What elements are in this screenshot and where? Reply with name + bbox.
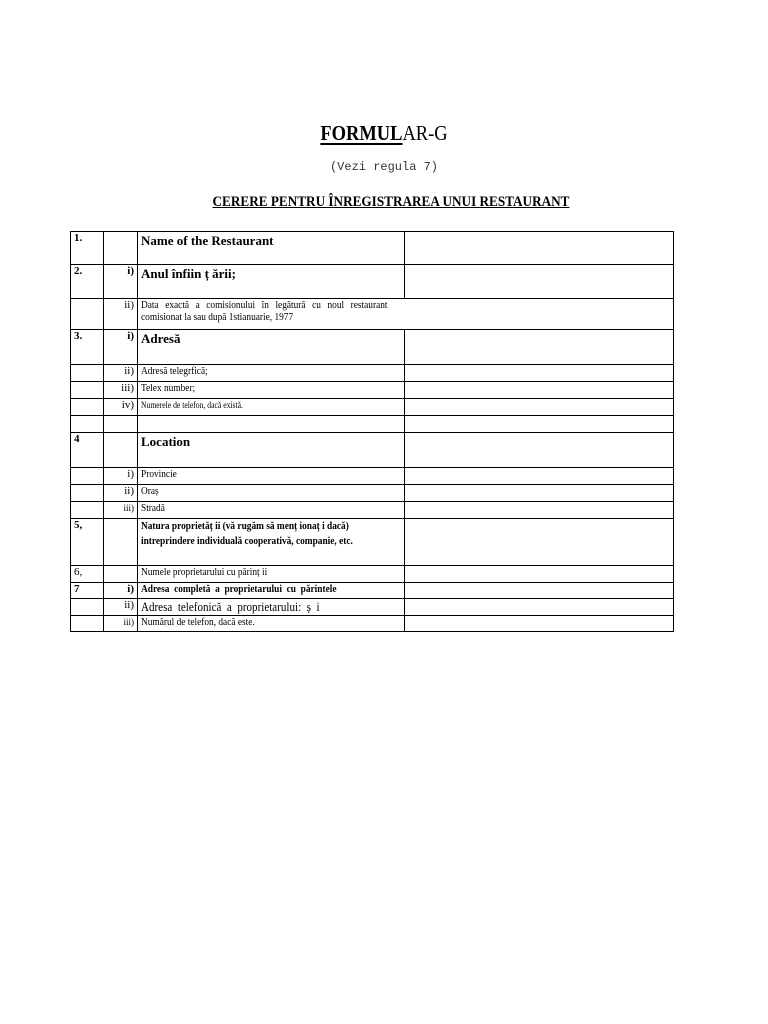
row-label: Numerele de telefon, dacă există. (138, 399, 405, 416)
label-line-2: intreprindere individuală cooperativă, companie, etc. (141, 535, 353, 547)
row-label: Anul înfiin ț ării; (138, 265, 405, 299)
sub-cell (104, 519, 138, 566)
row-label: Numărul de telefon, dacă este. (138, 616, 405, 632)
row-1 (71, 232, 674, 265)
label-cell (138, 416, 405, 433)
row-label: Adresă (138, 330, 405, 365)
row-number: 1. (71, 232, 104, 265)
answer-field[interactable] (405, 566, 674, 583)
form-heading: CERERE PENTRU ÎNREGISTRAREA UNUI RESTAURANT (212, 194, 570, 210)
row-number: 3. (71, 330, 104, 365)
row-3-iv (71, 399, 674, 416)
row-4-iii (71, 502, 674, 519)
row-label: Telex number; (138, 382, 405, 399)
row-7-ii (71, 599, 674, 616)
row-label: Numele proprietarului cu părinț ii (138, 566, 405, 583)
form-title-rest: AR-G (402, 121, 448, 145)
row-3-ii (71, 365, 674, 382)
label-line-1: Data exactă a comisionului în legătură cu noul restaurant (141, 299, 388, 311)
row-label: Stradă (138, 502, 405, 519)
num-cell (71, 299, 104, 330)
row-spacer (71, 416, 674, 433)
row-4-ii (71, 485, 674, 502)
sub-number: iii) (104, 502, 138, 519)
row-4 (71, 433, 674, 468)
answer-field[interactable] (405, 365, 674, 382)
sub-number: i) (104, 330, 138, 365)
num-cell (71, 365, 104, 382)
row-7-iii (71, 616, 674, 632)
row-number: 7 (71, 583, 104, 599)
row-label: Location (138, 433, 405, 468)
answer-field[interactable] (405, 502, 674, 519)
sub-number: i) (104, 583, 138, 599)
sub-cell (104, 566, 138, 583)
sub-cell (104, 232, 138, 265)
row-label (138, 299, 674, 330)
row-number: 2. (71, 265, 104, 299)
answer-field[interactable] (405, 519, 674, 566)
row-label: Provincie (138, 468, 405, 485)
answer-field[interactable] (405, 616, 674, 632)
form-title (46, 121, 722, 146)
sub-number: iii) (104, 382, 138, 399)
answer-field[interactable] (405, 468, 674, 485)
label-line-1: Natura proprietăț ii (vă rugăm să menț ionaț i dacă) (141, 520, 349, 532)
row-3-i (71, 330, 674, 365)
registration-form-table (70, 231, 674, 632)
row-7-i (71, 583, 674, 599)
row-label: Adresa telefonică a proprietarului: ș i (138, 599, 405, 616)
row-2-ii (71, 299, 674, 330)
answer-field[interactable] (405, 232, 674, 265)
label-line-2: comisionat la sau după 1stianuarie, 1977 (141, 311, 294, 323)
row-5 (71, 519, 674, 566)
form-title-underlined: FORMUL (320, 121, 403, 145)
sub-number: ii) (104, 365, 138, 382)
answer-field[interactable] (405, 433, 674, 468)
row-label: Oraș (138, 485, 405, 502)
row-number: 5, (71, 519, 104, 566)
sub-number: ii) (104, 485, 138, 502)
row-6 (71, 566, 674, 583)
answer-field[interactable] (405, 399, 674, 416)
answer-field[interactable] (405, 583, 674, 599)
sub-number: i) (104, 468, 138, 485)
num-cell (71, 468, 104, 485)
num-cell (71, 399, 104, 416)
row-label: Adresă telegrfică; (138, 365, 405, 382)
rule-note: (Vezi regula 7) (329, 160, 439, 174)
sub-number: iv) (104, 399, 138, 416)
num-cell (71, 382, 104, 399)
row-3-iii (71, 382, 674, 399)
sub-cell (104, 433, 138, 468)
num-cell (71, 616, 104, 632)
num-cell (71, 502, 104, 519)
sub-cell (104, 416, 138, 433)
num-cell (71, 416, 104, 433)
num-cell (71, 485, 104, 502)
row-number: 6, (71, 566, 104, 583)
sub-number: ii) (104, 299, 138, 330)
row-number: 4 (71, 433, 104, 468)
answer-field[interactable] (405, 485, 674, 502)
num-cell (71, 599, 104, 616)
row-4-i (71, 468, 674, 485)
answer-field[interactable] (405, 416, 674, 433)
sub-number: i) (104, 265, 138, 299)
answer-field[interactable] (405, 265, 674, 299)
answer-field[interactable] (405, 599, 674, 616)
row-2-i (71, 265, 674, 299)
answer-field[interactable] (405, 330, 674, 365)
sub-number: iii) (104, 616, 138, 632)
row-label: Adresa completă a proprietarului cu părintele (138, 583, 405, 599)
answer-field[interactable] (405, 382, 674, 399)
row-label (138, 519, 405, 566)
row-label: Name of the Restaurant (138, 232, 405, 265)
sub-number: ii) (104, 599, 138, 616)
